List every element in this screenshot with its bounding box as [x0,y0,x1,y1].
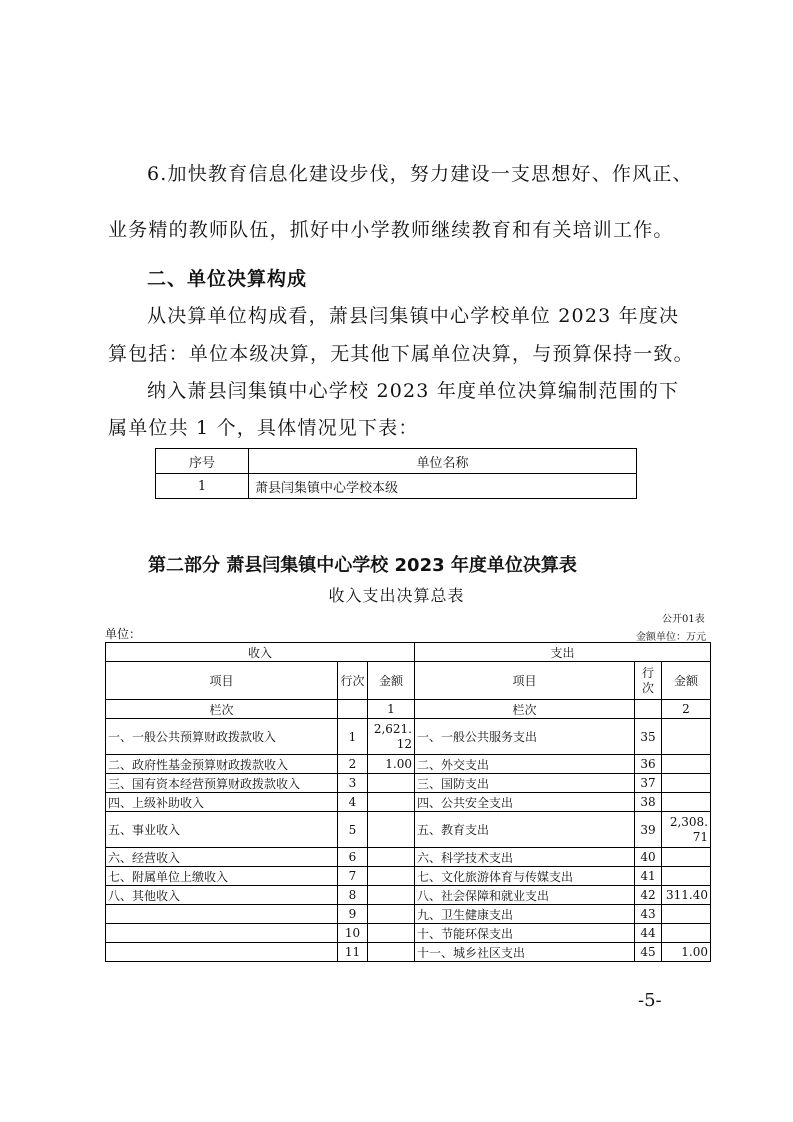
expense-row-no: 36 [635,755,662,774]
unit-label: 单位： [105,627,142,641]
table-row [106,905,711,924]
income-item: 八、其他收入 [106,886,338,905]
paragraph-line: 算包括：单位本级决算，无其他下属单位决算，与预算保持一致。 [108,343,694,365]
expense-row-no: 43 [635,905,662,924]
income-amount [368,848,415,867]
income-amount [368,886,415,905]
col-row: 行次 [338,662,368,700]
expense-amount [662,793,711,812]
table-row [106,867,711,886]
income-row-no: 7 [338,867,368,886]
income-row-no: 2 [338,755,368,774]
expense-item: 十、节能环保支出 [415,924,635,943]
table-row [106,943,711,962]
expense-item: 八、社会保障和就业支出 [415,886,635,905]
expense-row-no: 44 [635,924,662,943]
part-title: 第二部分 萧县闫集镇中心学校 2023 年度单位决算表 [148,555,577,576]
income-amount [368,812,415,848]
expense-amount [662,848,711,867]
income-amount: 2,621.12 [368,719,415,755]
income-row-no: 5 [338,812,368,848]
paragraph-line: 属单位共 1 个，具体情况见下表： [108,417,419,439]
income-amount [368,793,415,812]
income-item [106,943,338,962]
income-row-no: 1 [338,719,368,755]
cell-unit-name: 萧县闫集镇中心学校本级 [249,474,637,499]
table-row [106,812,711,848]
expense-amount: 311.40 [662,886,711,905]
income-row-no: 3 [338,774,368,793]
expense-row-no: 39 [635,812,662,848]
expense-row-no: 41 [635,867,662,886]
expense-row-no: 40 [635,848,662,867]
paragraph-line: 纳入萧县闫集镇中心学校 2023 年度单位决算编制范围的下 [147,380,680,402]
paragraph-line: 业务精的教师队伍，抓好中小学教师继续教育和有关培训工作。 [108,219,674,241]
table-header-row [106,643,711,662]
col-item: 项目 [106,662,338,700]
table-header-row [106,700,711,719]
expense-row-no: 38 [635,793,662,812]
expense-amount: 1.00 [662,943,711,962]
expense-amount [662,905,711,924]
table-row [106,793,711,812]
expense-amount: 2,308.71 [662,812,711,848]
income-row-no: 8 [338,886,368,905]
income-item: 六、经营收入 [106,848,338,867]
empty-cell [338,700,368,719]
expense-header: 支出 [415,643,711,662]
page-number: -5- [638,990,662,1011]
income-row-no: 6 [338,848,368,867]
income-row-no: 9 [338,905,368,924]
table-row [106,719,711,755]
income-expense-table [105,642,711,962]
income-amount [368,867,415,886]
expense-amount [662,924,711,943]
income-item: 四、上级补助收入 [106,793,338,812]
expense-item: 九、卫生健康支出 [415,905,635,924]
expense-row-no: 45 [635,943,662,962]
expense-row-no: 42 [635,886,662,905]
income-row-no: 10 [338,924,368,943]
income-amount [368,905,415,924]
expense-item: 四、公共安全支出 [415,793,635,812]
expense-amount [662,755,711,774]
expense-item: 七、文化旅游体育与传媒支出 [415,867,635,886]
expense-row-no: 37 [635,774,662,793]
expense-item: 六、科学技术支出 [415,848,635,867]
expense-amount [662,719,711,755]
expense-col-no: 2 [662,700,711,719]
amount-unit: 金额单位：万元 [636,632,706,643]
expense-amount [662,867,711,886]
report-title: 收入支出决算总表 [328,586,465,605]
expense-row-no: 35 [635,719,662,755]
income-item [106,924,338,943]
income-col-no: 1 [368,700,415,719]
unit-table [155,448,637,499]
income-item: 三、国有资本经营预算财政拨款收入 [106,774,338,793]
table-row [106,774,711,793]
col-index-label: 栏次 [106,700,338,719]
income-amount [368,924,415,943]
header-index: 序号 [156,449,249,474]
header-unit-name: 单位名称 [249,449,637,474]
income-amount [368,774,415,793]
table-header-row [156,449,637,474]
income-item: 七、附属单位上缴收入 [106,867,338,886]
expense-item: 一、一般公共服务支出 [415,719,635,755]
empty-cell [635,700,662,719]
table-row [106,848,711,867]
col-index-label: 栏次 [415,700,635,719]
section-heading: 二、单位决算构成 [147,268,308,290]
expense-item: 五、教育支出 [415,812,635,848]
table-row [106,924,711,943]
expense-item: 二、外交支出 [415,755,635,774]
income-header: 收入 [106,643,415,662]
income-item: 五、事业收入 [106,812,338,848]
income-row-no: 4 [338,793,368,812]
col-amount: 金额 [368,662,415,700]
table-row [106,755,711,774]
paragraph-line: 从决算单位构成看，萧县闫集镇中心学校单位 2023 年度决 [147,305,680,327]
col-row: 行次 [635,662,662,700]
income-row-no: 11 [338,943,368,962]
table-row [106,886,711,905]
income-item [106,905,338,924]
table-header-row [106,662,711,700]
expense-item: 三、国防支出 [415,774,635,793]
table-row [156,474,637,499]
form-code: 公开01表 [662,614,705,625]
income-amount [368,943,415,962]
col-amount: 金额 [662,662,711,700]
expense-amount [662,774,711,793]
income-item: 二、政府性基金预算财政拨款收入 [106,755,338,774]
col-item: 项目 [415,662,635,700]
paragraph-line: 6.加快教育信息化建设步伐，努力建设一支思想好、作风正、 [147,163,693,185]
income-amount: 1.00 [368,755,415,774]
cell-index: 1 [156,474,249,499]
expense-item: 十一、城乡社区支出 [415,943,635,962]
income-item: 一、一般公共预算财政拨款收入 [106,719,338,755]
